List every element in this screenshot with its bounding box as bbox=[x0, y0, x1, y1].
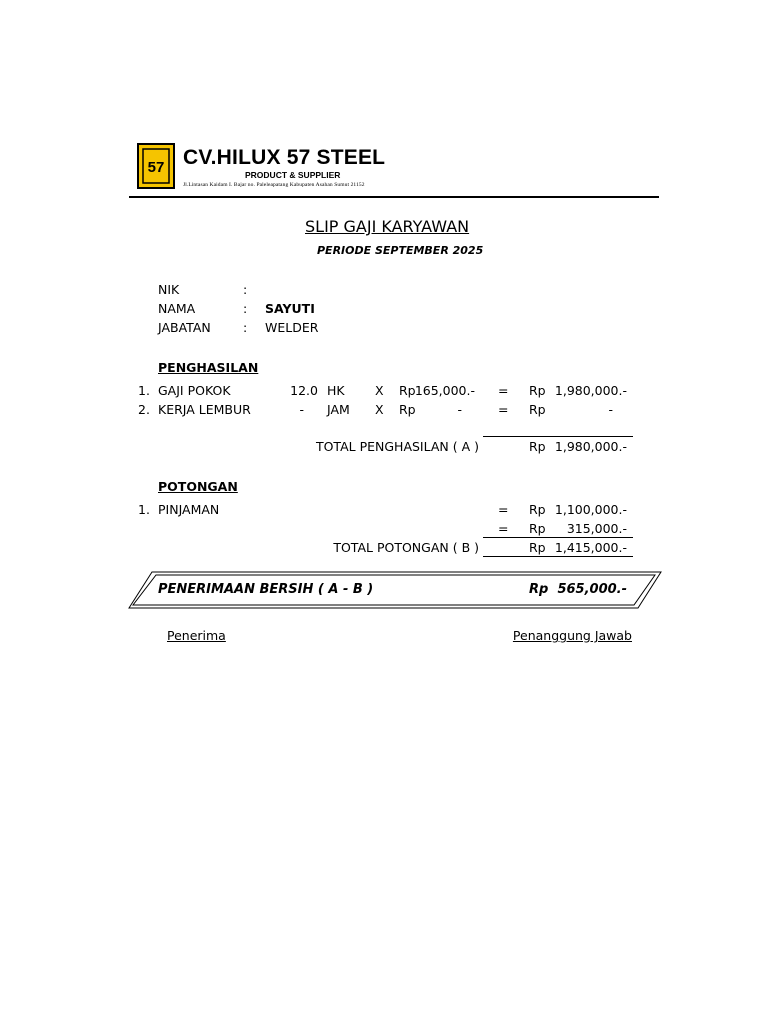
document-period: PERIODE SEPTEMBER 2025 bbox=[317, 244, 484, 257]
earning-no: 1. bbox=[138, 383, 150, 398]
deduction-amount: 315,000.- bbox=[566, 521, 627, 536]
earning-eq: = bbox=[498, 402, 509, 417]
earning-unit: HK bbox=[327, 383, 345, 398]
earning-x: X bbox=[375, 402, 384, 417]
earning-qty: 12.0 bbox=[290, 383, 318, 398]
deductions-heading: POTONGAN bbox=[158, 479, 238, 494]
deduction-eq: = bbox=[498, 502, 509, 517]
nik-colon: : bbox=[243, 282, 248, 297]
company-tagline: PRODUCT & SUPPLIER bbox=[245, 170, 341, 180]
deductions-bottom-line bbox=[483, 556, 633, 557]
deductions-total-amount: 1,415,000.- bbox=[554, 540, 627, 555]
earning-rp-amount: Rp bbox=[529, 383, 546, 398]
earning-x: X bbox=[375, 383, 384, 398]
net-pay-rp: Rp bbox=[529, 582, 549, 597]
nama-value: SAYUTI bbox=[265, 301, 315, 316]
responsible-signature-label: Penanggung Jawab bbox=[512, 628, 632, 643]
earnings-total-label: TOTAL PENGHASILAN ( A ) bbox=[315, 439, 479, 454]
deduction-rp: Rp bbox=[529, 521, 546, 536]
earnings-heading: PENGHASILAN bbox=[158, 360, 259, 375]
deductions-total-line bbox=[483, 537, 633, 538]
logo-text: 57 bbox=[147, 159, 165, 176]
header-divider bbox=[129, 196, 659, 198]
deduction-amount: 1,100,000.- bbox=[554, 502, 627, 517]
company-address: Jl.Lintasan Kaidam I. Bajar no. Paleleapatang Kabupaten Asahan Sumut 21152 bbox=[183, 182, 365, 188]
earning-qty: - bbox=[299, 402, 304, 417]
receiver-signature-label: Penerima bbox=[167, 628, 226, 643]
earning-rate: - bbox=[457, 402, 462, 417]
nik-label: NIK bbox=[158, 282, 180, 297]
nama-label: NAMA bbox=[158, 301, 196, 316]
nama-colon: : bbox=[243, 301, 248, 316]
earnings-total-line bbox=[483, 436, 633, 437]
earning-rp-rate: Rp bbox=[399, 402, 416, 417]
deductions-total-rp: Rp bbox=[529, 540, 546, 555]
earning-no: 2. bbox=[138, 402, 150, 417]
net-pay-amount: 565,000.- bbox=[557, 582, 627, 597]
jabatan-colon: : bbox=[243, 320, 248, 335]
deduction-eq: = bbox=[498, 521, 509, 536]
jabatan-label: JABATAN bbox=[158, 320, 211, 335]
earning-amount: 1,980,000.- bbox=[554, 383, 627, 398]
company-name: CV.HILUX 57 STEEL bbox=[183, 146, 386, 169]
document-title: SLIP GAJI KARYAWAN bbox=[305, 217, 470, 236]
earning-name: KERJA LEMBUR bbox=[158, 402, 251, 417]
earning-amount: - bbox=[608, 402, 613, 417]
earnings-total-rp: Rp bbox=[529, 439, 546, 454]
net-pay-label: PENERIMAAN BERSIH ( A - B ) bbox=[158, 582, 374, 597]
earning-rp-rate: Rp bbox=[399, 383, 416, 398]
earnings-total-amount: 1,980,000.- bbox=[554, 439, 627, 454]
deduction-name: PINJAMAN bbox=[158, 502, 220, 517]
deduction-no: 1. bbox=[138, 502, 150, 517]
earning-name: GAJI POKOK bbox=[158, 383, 231, 398]
earning-rp-amount: Rp bbox=[529, 402, 546, 417]
deductions-total-label: TOTAL POTONGAN ( B ) bbox=[333, 540, 479, 555]
earning-unit: JAM bbox=[327, 402, 350, 417]
company-logo bbox=[137, 143, 175, 189]
deduction-rp: Rp bbox=[529, 502, 546, 517]
jabatan-value: WELDER bbox=[265, 320, 319, 335]
earning-eq: = bbox=[498, 383, 509, 398]
earning-rate: 165,000.- bbox=[414, 383, 475, 398]
